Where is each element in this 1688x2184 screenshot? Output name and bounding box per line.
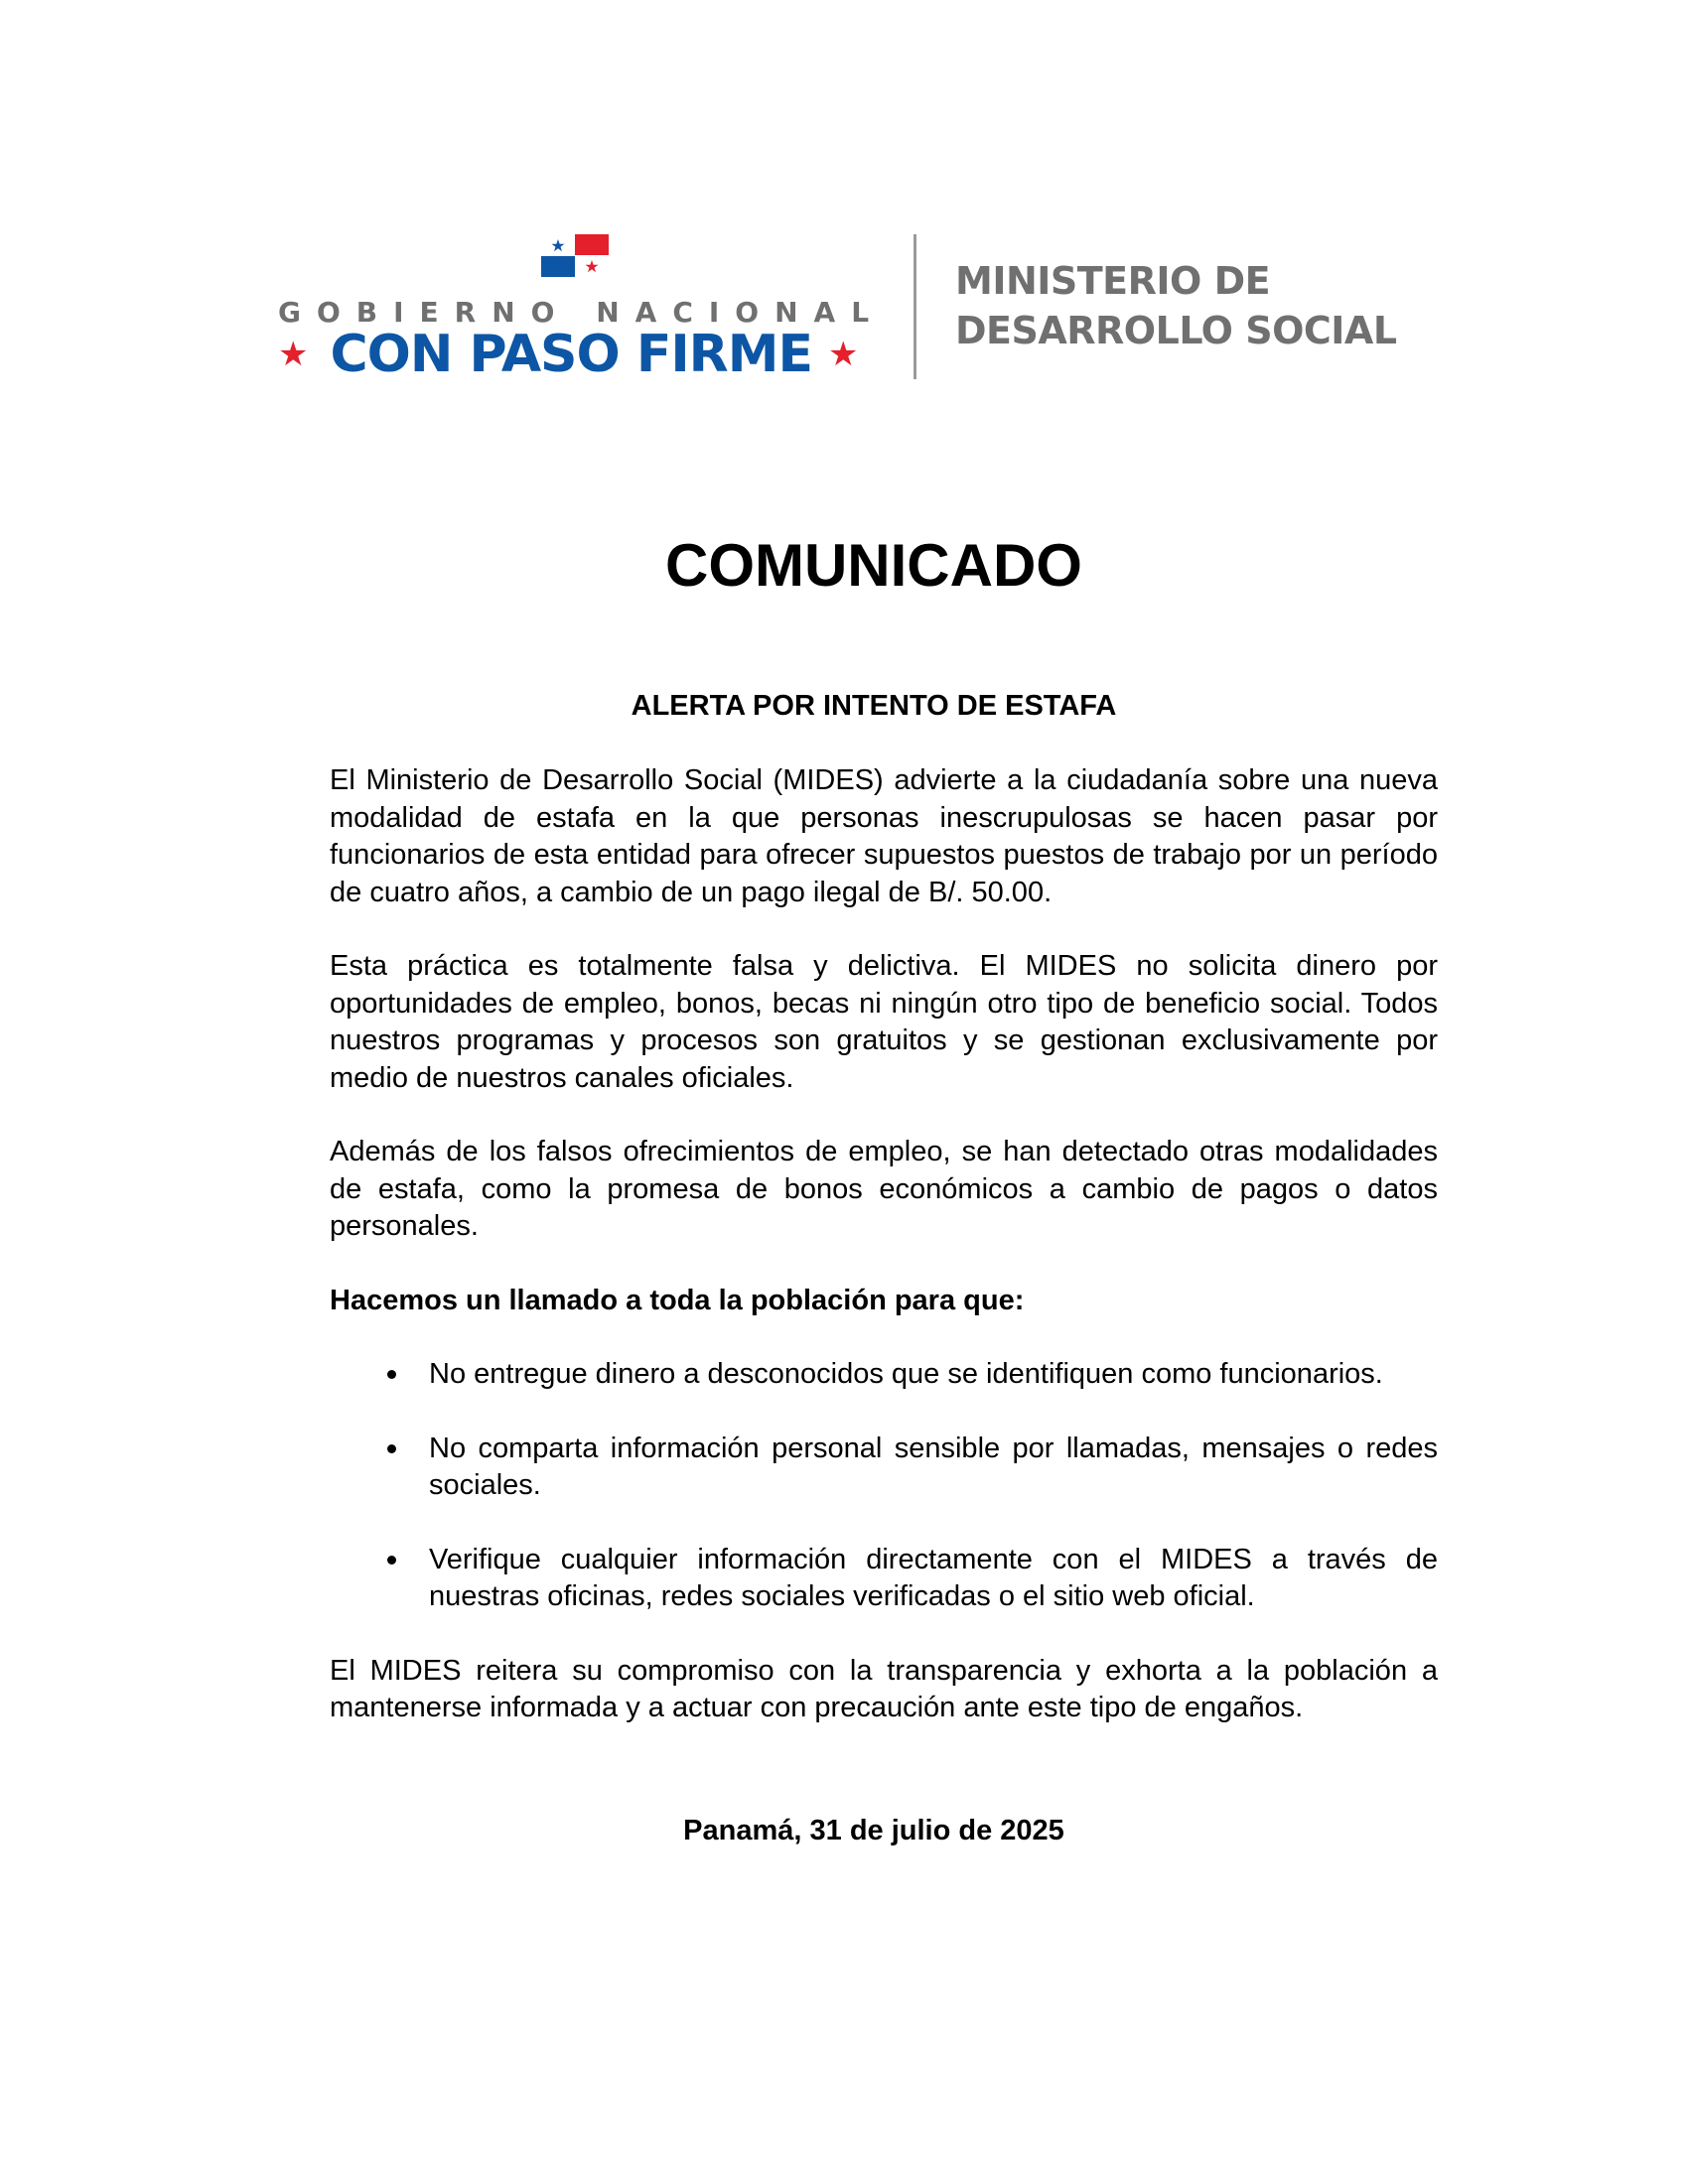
bullet-icon: [387, 1556, 396, 1565]
list-item-text: Verifique cualquier información directamente con el MIDES a través de nuestras oficinas, redes sociales verificadas o el sitio web oficial.: [429, 1543, 1438, 1612]
star-icon: ★: [828, 336, 859, 373]
letterhead: [0, 0, 1688, 417]
bullet-icon: [387, 1370, 396, 1379]
gobierno-nacional-text: GOBIERNO NACIONAL: [278, 296, 886, 329]
bullet-icon: [387, 1444, 396, 1453]
header-divider: [914, 234, 916, 379]
call-intro: Hacemos un llamado a toda la población para que:: [330, 1284, 1025, 1316]
slogan-text: CON PASO FIRME: [330, 325, 812, 384]
list-item: [330, 1356, 1438, 1394]
document-title: COMUNICADO: [665, 532, 1082, 599]
paragraph: El Ministerio de Desarrollo Social (MIDES) advierte a la ciudadanía sobre una nueva modalidad de estafa en la que personas inescrupulosas se hacen pasar por funcionarios de esta entidad para ofrecer supuestos puestos de trabajo por un período de cuatro años, a cambio de un pago ilegal de B/. 50.00.: [330, 764, 1438, 908]
paragraph: Esta práctica es totalmente falsa y delictiva. El MIDES no solicita dinero por oportunidades de empleo, bonos, becas ni ningún otro tipo de beneficio social. Todos nuestros programas y procesos son gratuitos y se gestionan exclusivamente por medio de nuestros canales oficiales.: [330, 950, 1438, 1094]
list-item: [330, 1431, 1438, 1505]
recommendations-list: [330, 1356, 1438, 1616]
ministry-line-2: DESARROLLO SOCIAL: [955, 309, 1397, 352]
panama-flag-icon: [541, 234, 609, 277]
ministry-line-1: MINISTERIO DE: [955, 259, 1271, 303]
closing-paragraph: El MIDES reitera su compromiso con la transparencia y exhorta a la población a mantenerse informada y a actuar con precaución ante este tipo de engaños.: [330, 1654, 1438, 1723]
document-body: [330, 762, 1438, 1764]
list-item: [330, 1542, 1438, 1616]
paragraph: Además de los falsos ofrecimientos de empleo, se han detectado otras modalidades de estafa, como la promesa de bonos económicos a cambio de pagos o datos personales.: [330, 1136, 1438, 1242]
list-item-text: No comparta información personal sensible por llamadas, mensajes o redes sociales.: [429, 1432, 1438, 1501]
ministry-name: [955, 256, 1452, 355]
star-icon: ★: [278, 336, 309, 373]
list-item-text: No entregue dinero a desconocidos que se identifiquen como funcionarios.: [429, 1358, 1383, 1390]
document-date: Panamá, 31 de julio de 2025: [683, 1815, 1064, 1846]
document-subtitle: ALERTA POR INTENTO DE ESTAFA: [631, 690, 1117, 722]
slogan-line: [278, 320, 874, 389]
